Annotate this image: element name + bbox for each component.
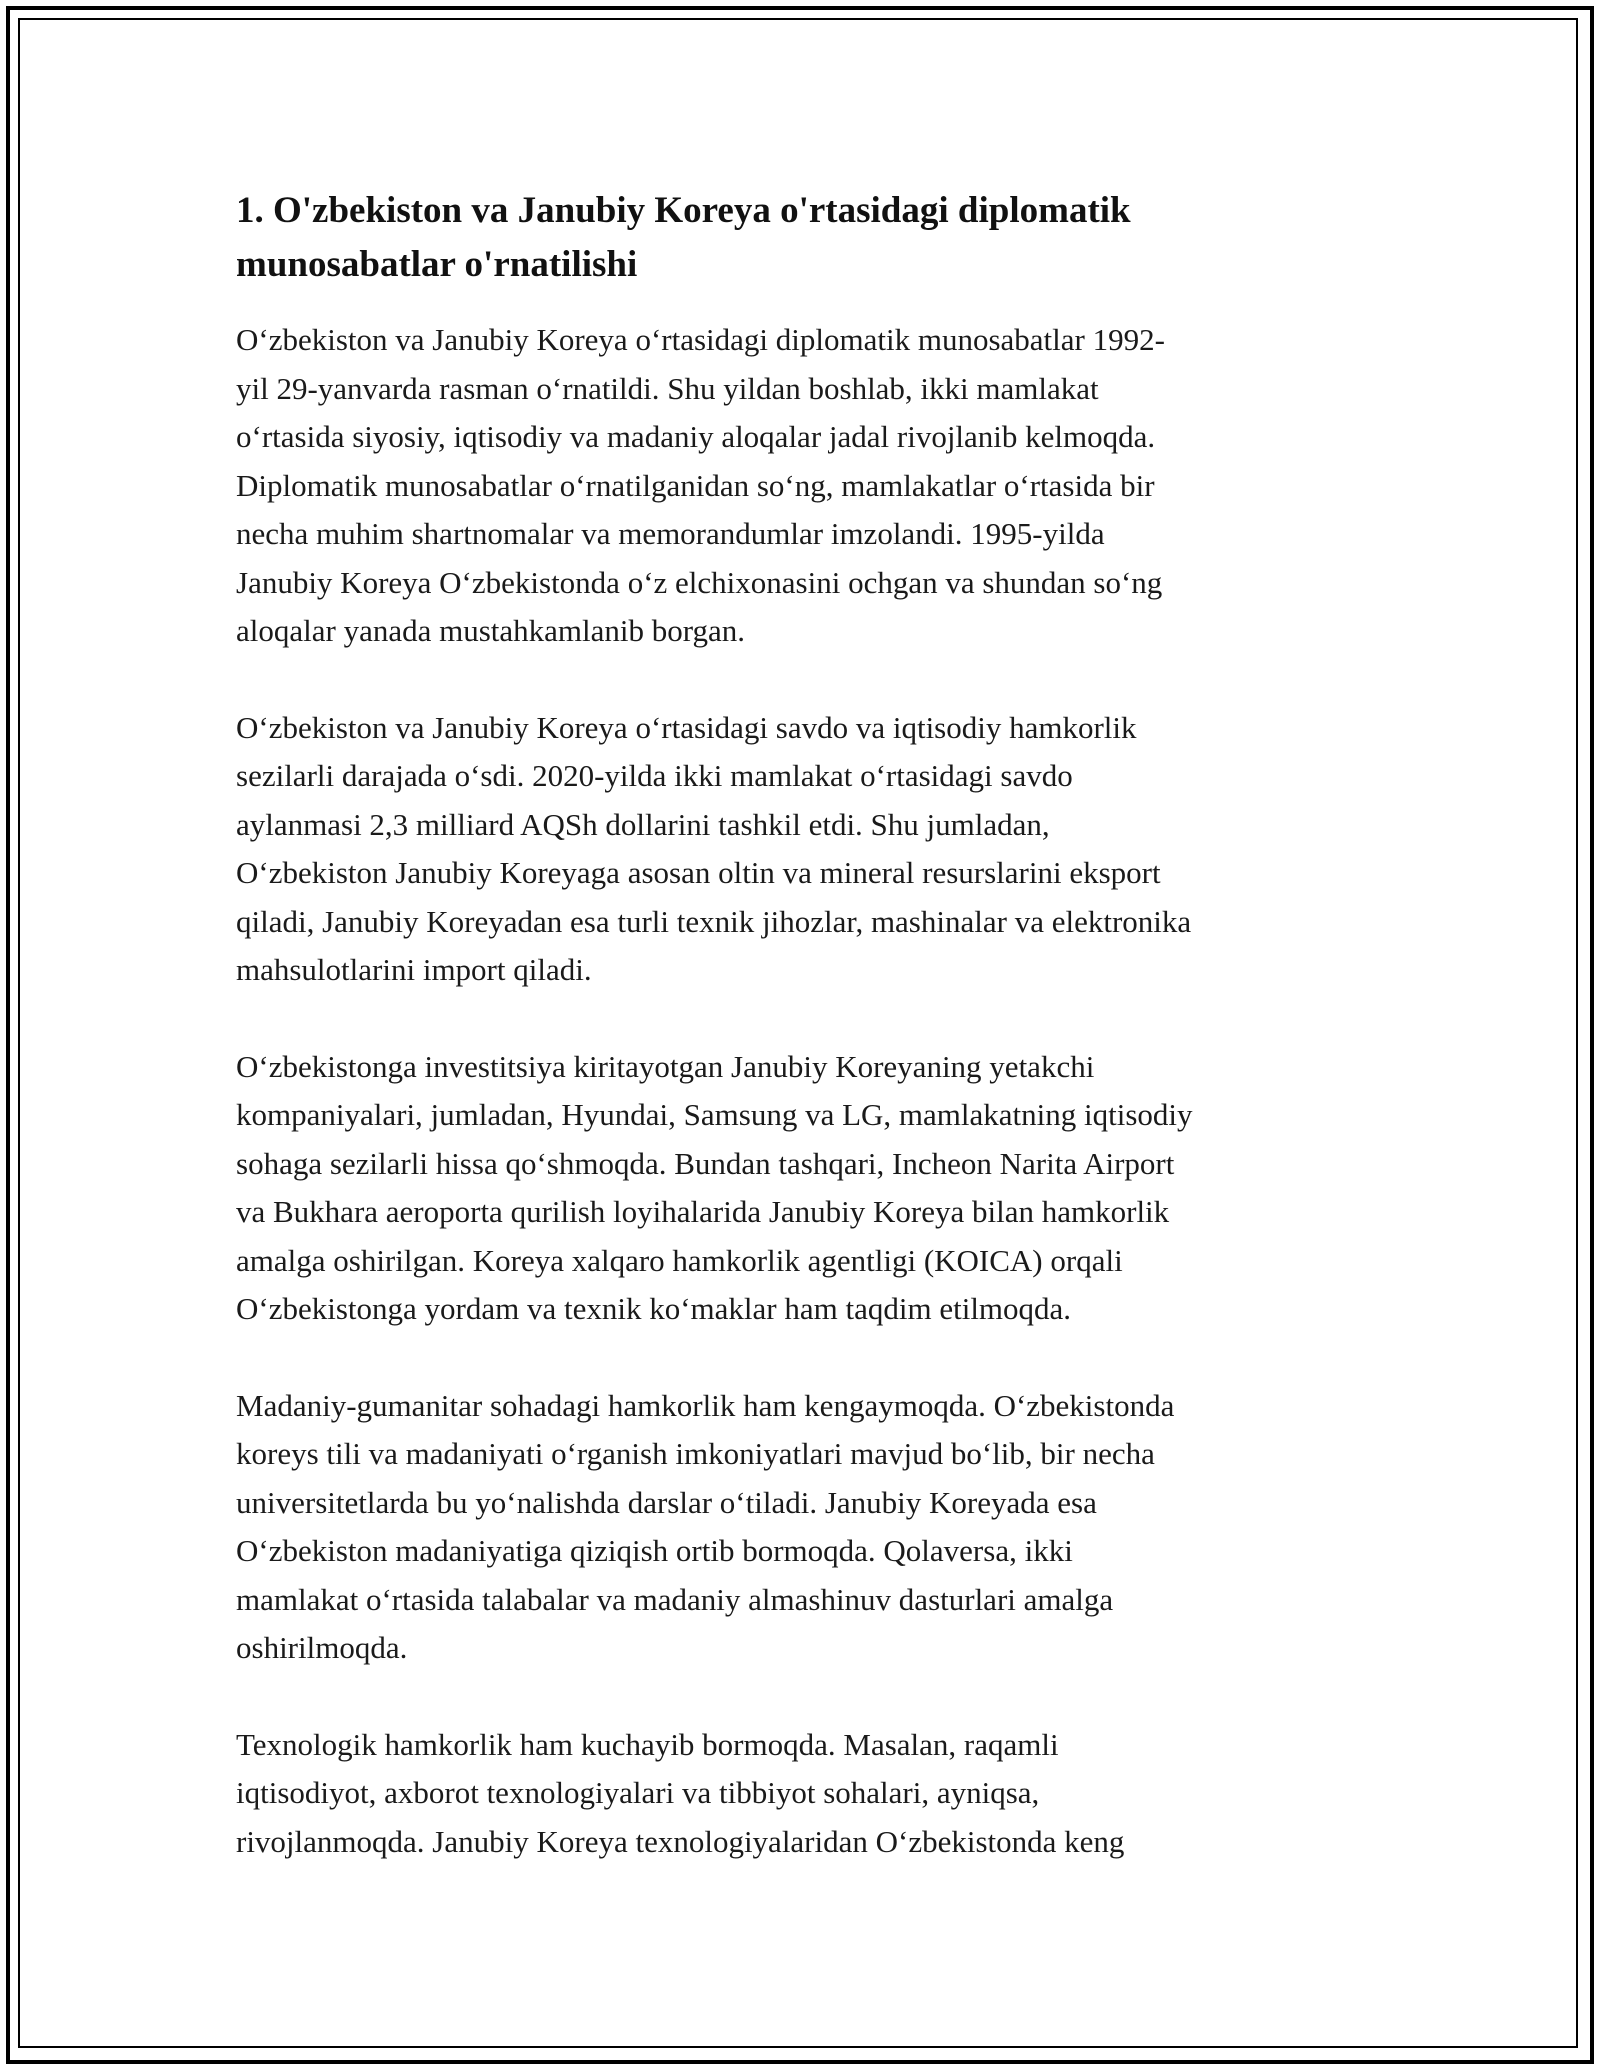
paragraph-cultural-cooperation: Madaniy-gumanitar sohadagi hamkorlik ham kengaymoqda. O‘zbekistonda koreys tili va madaniyati o‘rganish imkoniyatlari mavjud bo‘lib, bir necha universitetlarda bu yo‘nalishda darslar o‘tiladi. Janubiy Koreyada esa O‘zbekiston madaniyatiga qiziqish ortib bormoqda. Qolaversa, ikki mamlakat o‘rtasida talabalar va madaniy almashinuv dasturlari amalga oshirilmoqda. <box>236 1387 1175 1665</box>
paragraph-diplomatic-relations: O‘zbekiston va Janubiy Koreya o‘rtasidagi diplomatik munosabatlar 1992- yil 29-yanvarda rasman o‘rnatildi. Shu yildan boshlab, ikki mamlakat o‘rtasida siyosiy, iqtisodiy va madaniy aloqalar jadal rivojlanib kelmoqda. Diplomatik munosabatlar o‘rnatilganidan so‘ng, mamlakatlar o‘rtasida bir necha muhim shartnomalar va memorandumlar imzolandi. 1995-yilda Janubiy Koreya O‘zbekistonda o‘z elchixonasini ochgan va shundan so‘ng aloqalar yanada mustahkamlanib borgan. <box>236 322 1165 648</box>
paragraph-trade-cooperation: O‘zbekiston va Janubiy Koreya o‘rtasidagi savdo va iqtisodiy hamkorlik sezilarli darajada o‘sdi. 2020-yilda ikki mamlakat o‘rtasidagi savdo aylanmasi 2,3 milliard AQSh dollarini tashkil etdi. Shu jumladan, O‘zbekiston Janubiy Koreyaga asosan oltin va mineral resurslarini eksport qiladi, Janubiy Koreyadan esa turli texnik jihozlar, mashinalar va elektronika mahsulotlarini import qiladi. <box>236 709 1192 987</box>
paragraph-investment: O‘zbekistonga investitsiya kiritayotgan Janubiy Koreyaning yetakchi kompaniyalari, jumladan, Hyundai, Samsung va LG, mamlakatning iqtisodiy sohaga sezilarli hissa qo‘shmoqda. Bundan tashqari, Incheon Narita Airport va Bukhara aeroporta qurilish loyihalarida Janubiy Koreya bilan hamkorlik amalga oshirilgan. Koreya xalqaro hamkorlik agentligi (KOICA) orqali O‘zbekistonga yordam va texnik ko‘maklar ham taqdim etilmoqda. <box>236 1048 1193 1326</box>
section-heading: 1. O'zbekiston va Janubiy Koreya o'rtasidagi diplomatik munosabatlar o'rnatilishi <box>236 190 1131 285</box>
document-body <box>236 184 1376 1914</box>
paragraph-technological-cooperation: Texnologik hamkorlik ham kuchayib bormoqda. Masalan, raqamli iqtisodiyot, axborot texnologiyalari va tibbiyot sohalari, ayniqsa, rivojlanmoqda. Janubiy Koreya texnologiyalaridan O‘zbekistonda keng <box>236 1726 1125 1859</box>
